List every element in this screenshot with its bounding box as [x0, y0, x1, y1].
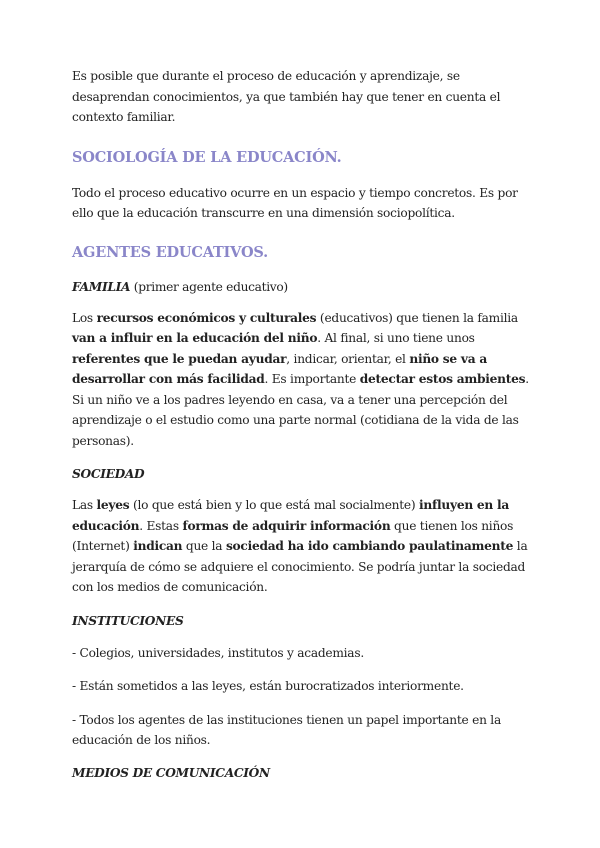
document-page: [72, 66, 532, 783]
instituciones-item-1: - Colegios, universidades, institutos y academias.: [72, 645, 364, 660]
sociedad-subheading: SOCIEDAD: [72, 467, 145, 481]
sociologia-paragraph: Todo el proceso educativo ocurre en un espacio y tiempo concretos. Es por ello que la educación transcurre en una dimensión sociopolítica.: [72, 185, 518, 220]
instituciones-subheading: INSTITUCIONES: [72, 613, 184, 628]
familia-title: FAMILIA: [72, 279, 131, 294]
familia-subheading: [72, 277, 532, 297]
agentes-heading: AGENTES EDUCATIVOS.: [72, 243, 268, 261]
medios-subheading: MEDIOS DE COMUNICACIÓN: [72, 765, 270, 780]
familia-paragraph: Los recursos económicos y culturales (educativos) que tienen la familia van a influir en la educación del niño. Al final, si uno tiene unos referentes que le puedan ayudar, indicar, orientar, el niño se va a desarrollar con más facilidad. Es importante detectar estos ambientes. Si un niño ve a los padres leyendo en casa, va a tener una percepción del aprendizaje o el estudio como una parte normal (cotidiana de la vida de las personas).: [72, 310, 529, 448]
sociologia-heading: SOCIOLOGÍA DE LA EDUCACIÓN.: [72, 148, 342, 166]
sociedad-paragraph: Las leyes (lo que está bien y lo que está mal socialmente) influyen en la educación. Estas formas de adquirir información que tienen los niños (Internet) indican que la sociedad ha ido cambiando paulatinamente la jerarquía de cómo se adquiere el conocimiento. Se podría juntar la sociedad con los medios de comunicación.: [72, 498, 528, 594]
familia-title-note: (primer agente educativo): [130, 279, 288, 294]
instituciones-item-2: - Están sometidos a las leyes, están burocratizados interiormente.: [72, 679, 464, 693]
instituciones-item-3: - Todos los agentes de las instituciones tienen un papel importante en la educación de los niños.: [72, 712, 501, 747]
intro-paragraph: Es posible que durante el proceso de educación y aprendizaje, se desaprendan conocimientos, ya que también hay que tener en cuenta el contexto familiar.: [72, 69, 501, 124]
